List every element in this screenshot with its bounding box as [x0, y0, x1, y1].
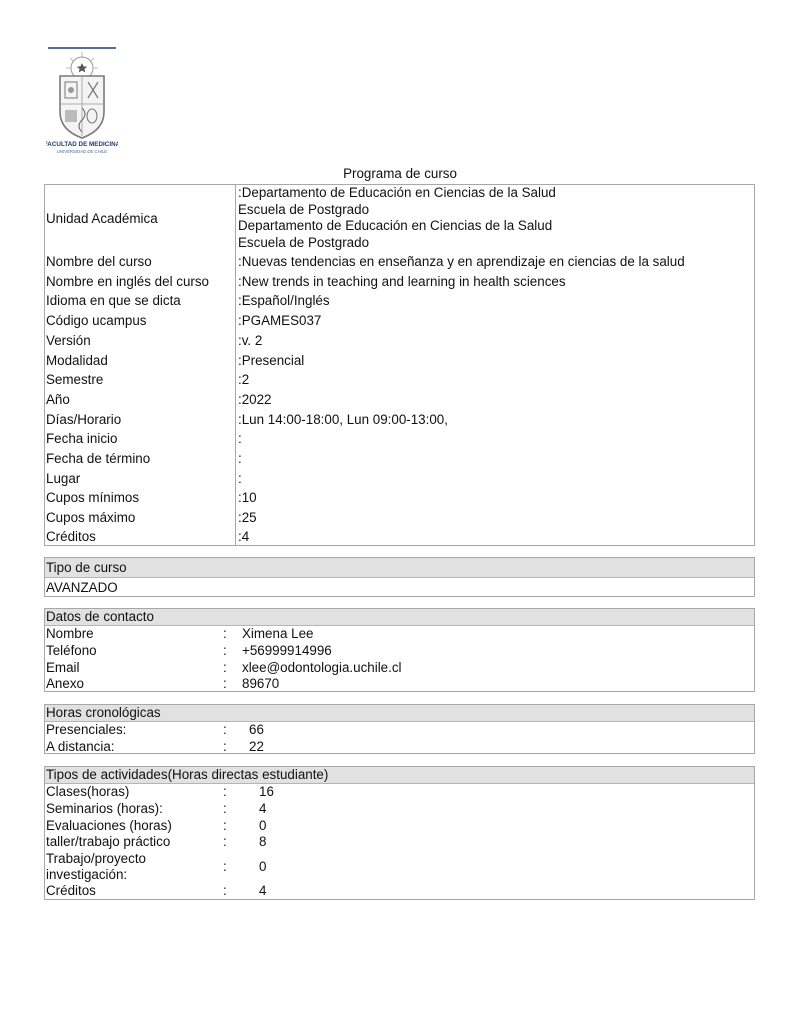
course-row-label: Idioma en que se dicta	[46, 293, 181, 309]
course-type-value: AVANZADO	[46, 580, 118, 595]
course-type-box	[44, 557, 755, 597]
contact-header: Datos de contacto	[45, 609, 754, 626]
activity-value: 4	[259, 800, 267, 816]
activity-label: Evaluaciones (horas)	[46, 817, 172, 833]
faculty-logo	[46, 46, 118, 156]
course-row-value: :	[238, 431, 242, 447]
hours-header: Horas cronológicas	[45, 705, 754, 722]
activity-value: 8	[259, 834, 267, 850]
unidad-value: Escuela de Postgrado	[238, 234, 370, 250]
course-row-value: :New trends in teaching and learning in health sciences	[238, 273, 566, 289]
colon: :	[223, 626, 227, 641]
colon: :	[223, 800, 227, 816]
activity-row	[45, 818, 754, 835]
activity-label: Trabajo/proyecto investigación:	[46, 851, 146, 883]
course-type-header: Tipo de curso	[45, 558, 754, 578]
course-row-value: :	[238, 470, 242, 486]
contact-email: xlee@odontologia.uchile.cl	[242, 659, 402, 675]
course-row-label: Año	[46, 391, 70, 407]
course-row-label: Cupos máximo	[46, 510, 136, 526]
course-row-label: Lugar	[46, 470, 81, 486]
unidad-label: Unidad Académica	[46, 211, 158, 226]
course-row-label: Modalidad	[46, 352, 108, 368]
colon: :	[223, 722, 227, 737]
course-row-label: Fecha inicio	[46, 431, 118, 447]
unidad-value: Escuela de Postgrado	[238, 201, 370, 217]
hours-value: 22	[249, 738, 264, 754]
logo-title: FACULTAD DE MEDICINA	[46, 141, 118, 148]
colon: :	[223, 642, 227, 658]
contact-row	[45, 643, 754, 660]
activity-value: 16	[259, 784, 274, 799]
course-row-label: Código ucampus	[46, 313, 147, 329]
course-row-value: :v. 2	[238, 332, 263, 348]
contact-box	[44, 608, 755, 692]
colon: :	[223, 784, 227, 799]
course-row-value: :4	[238, 529, 250, 545]
course-row-label: Cupos mínimos	[46, 490, 140, 506]
activity-label: Seminarios (horas):	[46, 800, 163, 816]
contact-label: Teléfono	[46, 642, 97, 658]
colon: :	[223, 676, 227, 692]
activity-label: Créditos	[46, 883, 96, 899]
unidad-value: :Departamento de Educación en Ciencias de la Salud	[238, 185, 556, 200]
colon: :	[223, 883, 227, 899]
contact-value: +56999914996	[242, 642, 332, 658]
colon: :	[223, 817, 227, 833]
course-row-label: Créditos	[46, 529, 96, 545]
activity-label: Clases(horas)	[46, 784, 130, 799]
course-row-value: :2022	[238, 391, 272, 407]
hours-label: A distancia:	[46, 738, 115, 754]
hours-box	[44, 704, 755, 754]
course-row-value: :	[238, 451, 242, 466]
contact-value: Ximena Lee	[242, 626, 314, 641]
contact-row	[45, 626, 754, 643]
course-row-label: Días/Horario	[46, 411, 122, 427]
activities-box	[44, 766, 755, 900]
course-row-label: Nombre del curso	[46, 254, 152, 269]
unidad-value: Departamento de Educación en Ciencias de la Salud	[238, 218, 553, 234]
activity-row	[45, 784, 754, 801]
contact-value: 89670	[242, 676, 280, 692]
course-row-value: :10	[238, 490, 257, 506]
colon: :	[223, 834, 227, 850]
contact-row	[45, 660, 754, 677]
hours-row	[45, 739, 754, 756]
colon: :	[223, 859, 227, 875]
column-divider	[235, 185, 236, 545]
course-row-value: :Nuevas tendencias en enseñanza y en aprendizaje en ciencias de la salud	[238, 254, 685, 269]
contact-label: Anexo	[46, 676, 84, 692]
activity-value: 0	[259, 817, 267, 833]
contact-row	[45, 676, 754, 693]
contact-label: Nombre	[46, 626, 94, 641]
hours-value: 66	[249, 722, 264, 737]
course-row-label: Semestre	[46, 372, 104, 388]
activity-row	[45, 883, 754, 900]
contact-label: Email	[46, 659, 80, 675]
activity-label: taller/trabajo práctico	[46, 834, 171, 850]
course-row-value: :Lun 14:00-18:00, Lun 09:00-13:00,	[238, 411, 448, 427]
course-row-value: :Español/Inglés	[238, 293, 330, 309]
activities-header: Tipos de actividades(Horas directas estudiante)	[45, 767, 754, 784]
colon: :	[223, 659, 227, 675]
activity-row	[45, 851, 754, 883]
activity-row	[45, 801, 754, 818]
course-row-label: Versión	[46, 332, 91, 348]
course-info-table	[44, 184, 755, 546]
course-row-label: Nombre en inglés del curso	[46, 273, 210, 289]
logo-subtitle: UNIVERSIDAD DE CHILE	[56, 149, 108, 154]
hours-row	[45, 722, 754, 739]
activity-row	[45, 834, 754, 851]
hours-label: Presenciales:	[46, 722, 127, 737]
activity-value: 0	[259, 859, 267, 875]
page-title: Programa de curso	[343, 166, 457, 181]
faculty-crest-icon	[46, 46, 118, 156]
course-row-value: :Presencial	[238, 352, 305, 368]
colon: :	[223, 738, 227, 754]
course-row-value: :25	[238, 510, 257, 526]
course-row-value: :PGAMES037	[238, 313, 322, 329]
course-row-value: :2	[238, 372, 250, 388]
activity-value: 4	[259, 883, 267, 899]
course-row-label: Fecha de término	[46, 451, 151, 466]
